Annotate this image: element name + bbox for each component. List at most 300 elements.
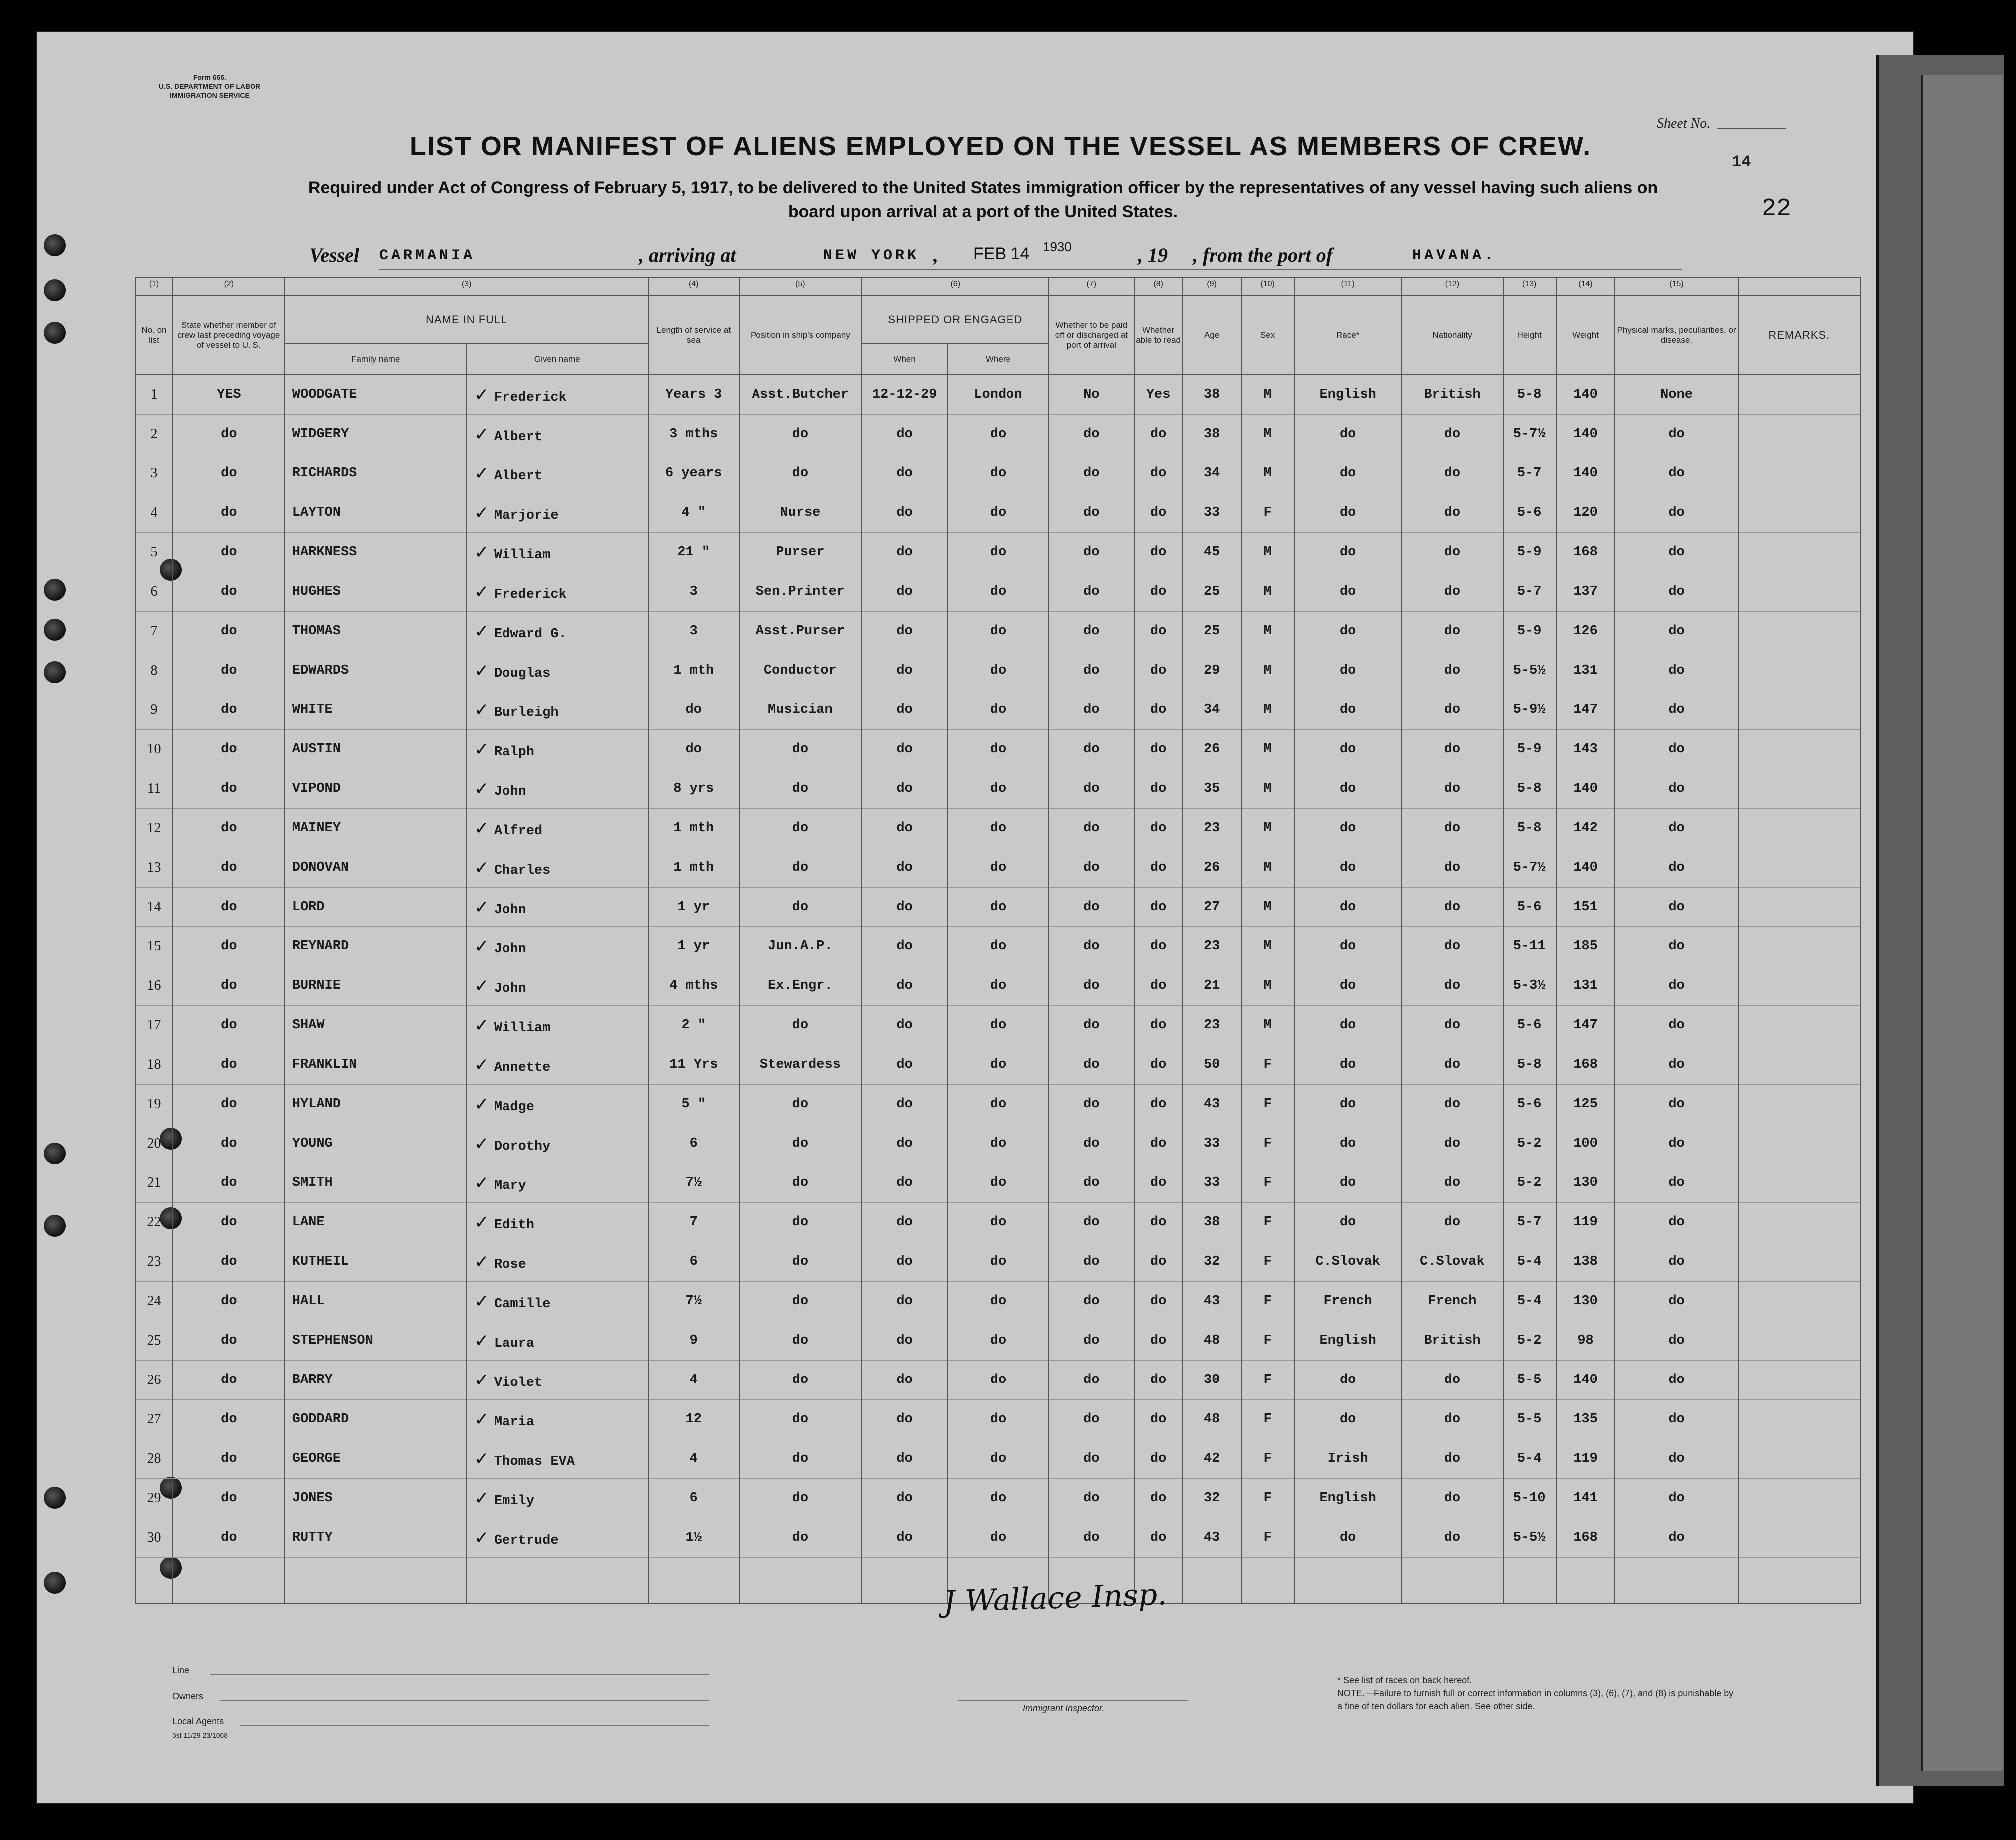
cell-position: Sen.Printer (739, 572, 862, 612)
cell-no: 11 (135, 769, 173, 809)
header-given-name: Given name (467, 344, 648, 375)
cell-read: do (1134, 927, 1182, 966)
blank-cell (862, 1558, 947, 1604)
cell-no: 12 (135, 809, 173, 848)
cell-sex: M (1241, 533, 1294, 572)
table-row (135, 690, 1861, 730)
cell-weight: 151 (1556, 888, 1615, 927)
cell-remarks (1738, 690, 1861, 730)
header-able-to-read: Whether able to read (1134, 296, 1182, 375)
inspector-signature: J Wallace Insp. (942, 1577, 1168, 1619)
cell-physical: do (1615, 690, 1738, 730)
cell-physical: do (1615, 1361, 1738, 1400)
check-mark-icon: ✓ (474, 1212, 489, 1233)
cell-position: do (739, 888, 862, 927)
given-name-text: Albert (494, 468, 543, 484)
cell-paid: do (1049, 533, 1134, 572)
cell-race: do (1294, 769, 1401, 809)
cell-race: do (1294, 730, 1401, 769)
cell-sex: F (1241, 1518, 1294, 1558)
cell-nationality: do (1401, 651, 1503, 690)
cell-position: Purser (739, 533, 862, 572)
cell-where: do (947, 1242, 1048, 1282)
cell-position: Nurse (739, 493, 862, 533)
blank-cell (467, 1558, 648, 1604)
cell-sex: F (1241, 1400, 1294, 1439)
cell-given (467, 651, 648, 690)
cell-remarks (1738, 769, 1861, 809)
col-num: (5) (739, 278, 862, 296)
cell-race: do (1294, 572, 1401, 612)
cell-no: 9 (135, 690, 173, 730)
check-mark-icon: ✓ (474, 660, 489, 681)
cell-sex: F (1241, 1321, 1294, 1361)
given-name-text: Laura (494, 1336, 534, 1351)
cell-when: do (862, 809, 947, 848)
cell-when: do (862, 454, 947, 493)
blank-cell (1241, 1558, 1294, 1604)
table-row (135, 1479, 1861, 1518)
crew-manifest-table (135, 277, 1861, 1604)
table-row (135, 1242, 1861, 1282)
cell-no: 20 (135, 1124, 173, 1163)
table-row (135, 1045, 1861, 1085)
punch-hole (44, 619, 66, 641)
cell-nationality: do (1401, 1518, 1503, 1558)
cell-age: 48 (1182, 1400, 1241, 1439)
cell-given (467, 612, 648, 651)
cell-weight: 131 (1556, 651, 1615, 690)
given-name-text: Thomas EVA (494, 1454, 575, 1469)
given-name-text: Charles (494, 863, 551, 878)
cell-given (467, 1400, 648, 1439)
cell-read: do (1134, 1479, 1182, 1518)
check-mark-icon: ✓ (474, 739, 489, 760)
cell-height: 5-9 (1503, 612, 1556, 651)
cell-remarks (1738, 927, 1861, 966)
cell-weight: 168 (1556, 1045, 1615, 1085)
cell-read: do (1134, 454, 1182, 493)
cell-sex: F (1241, 1439, 1294, 1479)
cell-family: EDWARDS (285, 651, 467, 690)
check-mark-icon: ✓ (474, 818, 489, 839)
cell-state: do (173, 533, 285, 572)
check-mark-icon: ✓ (474, 1172, 489, 1193)
cell-when: do (862, 612, 947, 651)
cell-height: 5-5½ (1503, 1518, 1556, 1558)
cell-paid: do (1049, 1124, 1134, 1163)
table-row (135, 1321, 1861, 1361)
cell-state: do (173, 1124, 285, 1163)
check-mark-icon: ✓ (474, 975, 489, 996)
sheet-number: 14 (1732, 153, 1751, 171)
cell-weight: 119 (1556, 1203, 1615, 1242)
header-age: Age (1182, 296, 1241, 375)
cell-remarks (1738, 730, 1861, 769)
cell-no: 8 (135, 651, 173, 690)
cell-position: do (739, 1282, 862, 1321)
cell-weight: 125 (1556, 1085, 1615, 1124)
cell-weight: 185 (1556, 927, 1615, 966)
header-sex: Sex (1241, 296, 1294, 375)
table-row (135, 612, 1861, 651)
cell-length: 1½ (648, 1518, 739, 1558)
check-mark-icon: ✓ (474, 1251, 489, 1272)
cell-where: do (947, 651, 1048, 690)
check-mark-icon: ✓ (474, 1291, 489, 1312)
cell-read: do (1134, 1163, 1182, 1203)
cell-when: do (862, 1163, 947, 1203)
cell-nationality: do (1401, 1439, 1503, 1479)
cell-no: 17 (135, 1006, 173, 1045)
cell-physical: do (1615, 1242, 1738, 1282)
cell-length: 21 " (648, 533, 739, 572)
cell-position: do (739, 454, 862, 493)
footer-line-label: Line (172, 1665, 190, 1675)
cell-where: do (947, 809, 1048, 848)
cell-given (467, 1479, 648, 1518)
cell-family: STEPHENSON (285, 1321, 467, 1361)
given-name-text: Maria (494, 1414, 534, 1430)
cell-nationality: do (1401, 454, 1503, 493)
cell-family: HALL (285, 1282, 467, 1321)
cell-physical: do (1615, 1400, 1738, 1439)
cell-no: 13 (135, 848, 173, 888)
cell-nationality: do (1401, 848, 1503, 888)
col-num-blank (1738, 278, 1861, 296)
cell-state: do (173, 1400, 285, 1439)
cell-read: do (1134, 1400, 1182, 1439)
cell-race: do (1294, 454, 1401, 493)
cell-weight: 130 (1556, 1282, 1615, 1321)
cell-family: SHAW (285, 1006, 467, 1045)
col-num: (7) (1049, 278, 1134, 296)
header-list-number: No. on list (135, 296, 173, 375)
cell-race: do (1294, 612, 1401, 651)
table-row (135, 888, 1861, 927)
cell-family: HARKNESS (285, 533, 467, 572)
cell-no: 25 (135, 1321, 173, 1361)
cell-age: 30 (1182, 1361, 1241, 1400)
cell-sex: M (1241, 966, 1294, 1006)
cell-no: 5 (135, 533, 173, 572)
given-name-text: William (494, 1020, 551, 1036)
cell-height: 5-6 (1503, 493, 1556, 533)
cell-position: do (739, 848, 862, 888)
cell-family: REYNARD (285, 927, 467, 966)
cell-race: do (1294, 848, 1401, 888)
cell-length: 6 (648, 1479, 739, 1518)
cell-state: do (173, 1045, 285, 1085)
cell-race: do (1294, 1124, 1401, 1163)
table-row (135, 533, 1861, 572)
cell-state: do (173, 1361, 285, 1400)
given-name-text: Emily (494, 1493, 534, 1509)
cell-given (467, 888, 648, 927)
table-row (135, 809, 1861, 848)
cell-state: do (173, 415, 285, 454)
cell-state: do (173, 809, 285, 848)
check-mark-icon: ✓ (474, 1054, 489, 1075)
cell-read: do (1134, 1006, 1182, 1045)
cell-remarks (1738, 1400, 1861, 1439)
cell-remarks (1738, 651, 1861, 690)
header-race: Race* (1294, 296, 1401, 375)
cell-state: do (173, 927, 285, 966)
cell-age: 43 (1182, 1282, 1241, 1321)
cell-race: do (1294, 966, 1401, 1006)
cell-paid: do (1049, 1400, 1134, 1439)
cell-nationality: do (1401, 769, 1503, 809)
cell-weight: 140 (1556, 375, 1615, 415)
cell-family: MAINEY (285, 809, 467, 848)
cell-when: do (862, 1400, 947, 1439)
cell-length: 1 yr (648, 888, 739, 927)
cell-where: do (947, 612, 1048, 651)
blank-cell (1294, 1558, 1401, 1604)
given-name-text: John (494, 784, 526, 799)
cell-height: 5-2 (1503, 1124, 1556, 1163)
cell-physical: do (1615, 1439, 1738, 1479)
table-row (135, 1006, 1861, 1045)
cell-remarks (1738, 1163, 1861, 1203)
cell-family: LANE (285, 1203, 467, 1242)
cell-state: do (173, 454, 285, 493)
cell-length: Years 3 (648, 375, 739, 415)
cell-race: do (1294, 533, 1401, 572)
cell-no: 10 (135, 730, 173, 769)
cell-sex: F (1241, 1163, 1294, 1203)
cell-nationality: C.Slovak (1401, 1242, 1503, 1282)
cell-height: 5-9½ (1503, 690, 1556, 730)
cell-state: YES (173, 375, 285, 415)
cell-read: do (1134, 769, 1182, 809)
table-row (135, 1163, 1861, 1203)
cell-height: 5-11 (1503, 927, 1556, 966)
cell-read: do (1134, 848, 1182, 888)
cell-sex: M (1241, 888, 1294, 927)
cell-weight: 98 (1556, 1321, 1615, 1361)
cell-physical: do (1615, 1479, 1738, 1518)
table-row (135, 927, 1861, 966)
cell-weight: 119 (1556, 1439, 1615, 1479)
cell-height: 5-4 (1503, 1242, 1556, 1282)
cell-weight: 120 (1556, 493, 1615, 533)
cell-when: do (862, 848, 947, 888)
cell-length: 1 mth (648, 651, 739, 690)
cell-physical: do (1615, 927, 1738, 966)
cell-where: do (947, 927, 1048, 966)
cell-age: 23 (1182, 927, 1241, 966)
cell-where: do (947, 493, 1048, 533)
cell-when: do (862, 1124, 947, 1163)
cell-read: do (1134, 493, 1182, 533)
given-name-text: Violet (494, 1375, 543, 1390)
cell-weight: 147 (1556, 1006, 1615, 1045)
cell-nationality: do (1401, 1163, 1503, 1203)
document-title: LIST OR MANIFEST OF ALIENS EMPLOYED ON THE VESSEL AS MEMBERS OF CREW. (409, 131, 1592, 161)
cell-remarks (1738, 809, 1861, 848)
print-code: 5st 11/29 23/1068 (172, 1731, 228, 1739)
cell-length: 5 " (648, 1085, 739, 1124)
cell-age: 38 (1182, 1203, 1241, 1242)
cell-remarks (1738, 1518, 1861, 1558)
cell-race: do (1294, 809, 1401, 848)
cell-given (467, 1203, 648, 1242)
cell-age: 34 (1182, 454, 1241, 493)
departure-port: HAVANA. (1412, 247, 1497, 264)
cell-position: do (739, 1006, 862, 1045)
cell-position: do (739, 1518, 862, 1558)
cell-position: do (739, 415, 862, 454)
cell-length: 6 years (648, 454, 739, 493)
cell-read: do (1134, 1242, 1182, 1282)
cell-state: do (173, 1242, 285, 1282)
cell-nationality: do (1401, 730, 1503, 769)
header-position: Position in ship's company (739, 296, 862, 375)
cell-when: do (862, 651, 947, 690)
table-row (135, 1124, 1861, 1163)
cell-race: English (1294, 1479, 1401, 1518)
given-name-text: William (494, 547, 551, 563)
check-mark-icon: ✓ (474, 621, 489, 642)
cell-where: do (947, 1124, 1048, 1163)
given-name-text: Camille (494, 1296, 551, 1312)
cell-read: do (1134, 533, 1182, 572)
cell-physical: do (1615, 1124, 1738, 1163)
cell-no: 2 (135, 415, 173, 454)
crew-table-wrapper (135, 277, 1861, 1627)
cell-where: do (947, 1203, 1048, 1242)
cell-where: do (947, 1045, 1048, 1085)
cell-physical: do (1615, 1518, 1738, 1558)
check-mark-icon: ✓ (474, 424, 489, 445)
cell-where: do (947, 848, 1048, 888)
cell-weight: 100 (1556, 1124, 1615, 1163)
cell-weight: 140 (1556, 1361, 1615, 1400)
cell-family: THOMAS (285, 612, 467, 651)
cell-given (467, 572, 648, 612)
cell-race: do (1294, 1006, 1401, 1045)
check-mark-icon: ✓ (474, 1330, 489, 1351)
cell-remarks (1738, 572, 1861, 612)
cell-age: 33 (1182, 1124, 1241, 1163)
cell-length: 3 mths (648, 415, 739, 454)
cell-remarks (1738, 1203, 1861, 1242)
cell-height: 5-7½ (1503, 848, 1556, 888)
cell-given (467, 809, 648, 848)
table-row (135, 1203, 1861, 1242)
punch-hole (44, 1487, 66, 1509)
cell-race: do (1294, 415, 1401, 454)
cell-given (467, 1282, 648, 1321)
sheet-label: Sheet No. (1657, 116, 1711, 131)
cell-height: 5-5 (1503, 1361, 1556, 1400)
cell-weight: 138 (1556, 1242, 1615, 1282)
cell-paid: do (1049, 966, 1134, 1006)
comma-separator: , (933, 244, 938, 266)
cell-paid: do (1049, 888, 1134, 927)
cell-position: do (739, 1361, 862, 1400)
cell-given (467, 375, 648, 415)
cell-position: do (739, 769, 862, 809)
cell-remarks (1738, 848, 1861, 888)
table-row (135, 848, 1861, 888)
cell-state: do (173, 730, 285, 769)
arrival-port: NEW YORK (823, 247, 920, 264)
cell-where: do (947, 1361, 1048, 1400)
cell-paid: do (1049, 415, 1134, 454)
cell-when: do (862, 1085, 947, 1124)
footer-note (1337, 1674, 1737, 1713)
cell-height: 5-7½ (1503, 415, 1556, 454)
given-name-text: Douglas (494, 666, 551, 681)
table-row (135, 1439, 1861, 1479)
cell-height: 5-10 (1503, 1479, 1556, 1518)
cell-age: 43 (1182, 1085, 1241, 1124)
blank-cell (1182, 1558, 1241, 1604)
cell-physical: do (1615, 1006, 1738, 1045)
cell-family: LORD (285, 888, 467, 927)
punch-hole (44, 1143, 66, 1164)
cell-physical: do (1615, 493, 1738, 533)
cell-remarks (1738, 1242, 1861, 1282)
cell-weight: 130 (1556, 1163, 1615, 1203)
punch-hole (44, 322, 66, 344)
header-nationality: Nationality (1401, 296, 1503, 375)
cell-remarks (1738, 1439, 1861, 1479)
cell-remarks (1738, 1361, 1861, 1400)
cell-paid: do (1049, 1479, 1134, 1518)
check-mark-icon: ✓ (474, 1015, 489, 1036)
binding-edge-inner (1921, 75, 2003, 1771)
cell-where: do (947, 690, 1048, 730)
cell-sex: M (1241, 730, 1294, 769)
vessel-name: CARMANIA (379, 247, 476, 264)
cell-physical: do (1615, 730, 1738, 769)
cell-physical: do (1615, 1085, 1738, 1124)
cell-paid: do (1049, 690, 1134, 730)
cell-where: do (947, 1006, 1048, 1045)
header-physical-marks: Physical marks, peculiarities, or disease. (1615, 296, 1738, 375)
cell-remarks (1738, 1282, 1861, 1321)
cell-paid: do (1049, 493, 1134, 533)
form-identifier (145, 73, 274, 100)
cell-given (467, 927, 648, 966)
cell-position: Asst.Butcher (739, 375, 862, 415)
cell-physical: do (1615, 612, 1738, 651)
cell-given (467, 730, 648, 769)
cell-sex: M (1241, 848, 1294, 888)
col-num: (8) (1134, 278, 1182, 296)
table-row (135, 1361, 1861, 1400)
cell-paid: do (1049, 730, 1134, 769)
cell-height: 5-4 (1503, 1439, 1556, 1479)
cell-sex: F (1241, 1203, 1294, 1242)
cell-race: do (1294, 651, 1401, 690)
cell-where: do (947, 1321, 1048, 1361)
cell-remarks (1738, 1006, 1861, 1045)
cell-weight: 141 (1556, 1479, 1615, 1518)
cell-read: do (1134, 966, 1182, 1006)
header-length-of-service: Length of service at sea (648, 296, 739, 375)
cell-family: DONOVAN (285, 848, 467, 888)
cell-read: do (1134, 1085, 1182, 1124)
check-mark-icon: ✓ (474, 936, 489, 957)
cell-position: Stewardess (739, 1045, 862, 1085)
cell-nationality: do (1401, 1006, 1503, 1045)
col-num: (13) (1503, 278, 1556, 296)
